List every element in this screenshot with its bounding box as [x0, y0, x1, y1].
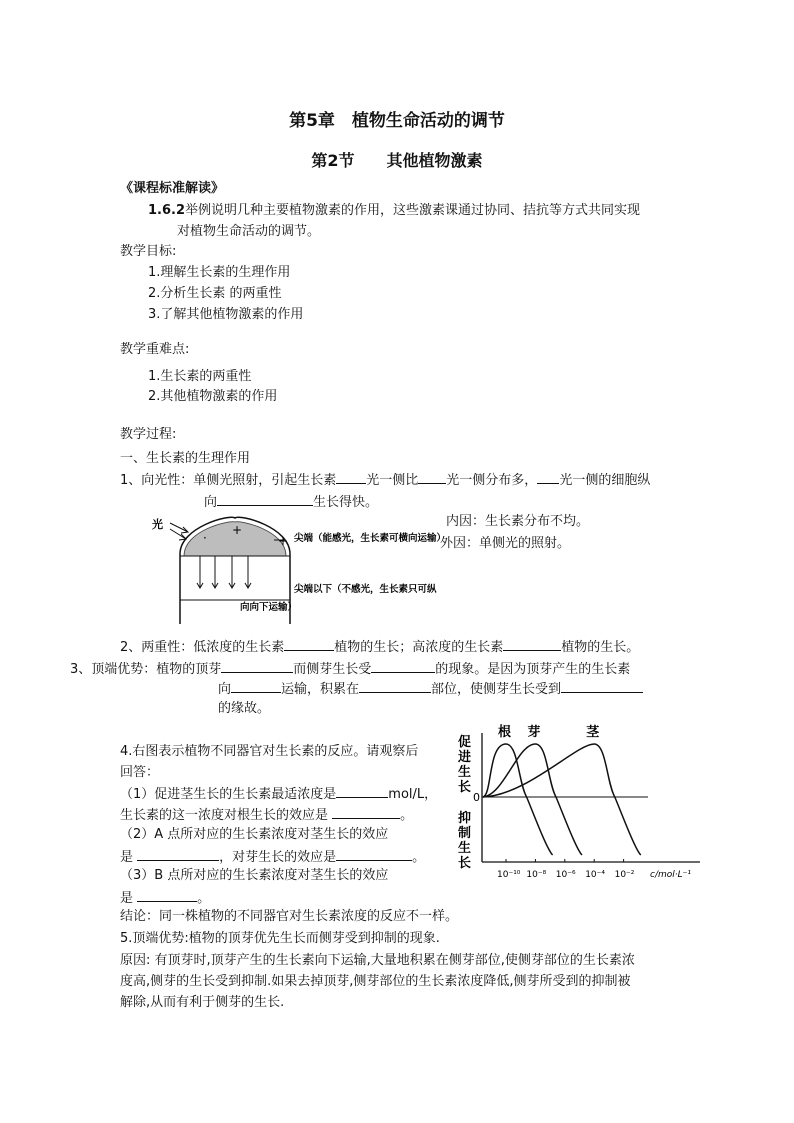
text: 1、向光性：单侧光照射，引起生长素 — [120, 473, 337, 488]
standard-line-2: 对植物生命活动的调节。 — [177, 224, 321, 239]
y-label-promote: 促 — [458, 735, 472, 750]
q4-3: （3）B 点所对应的生长素浓度对茎生长的效应 — [120, 868, 389, 883]
fill-blank[interactable] — [284, 637, 334, 651]
fill-blank[interactable] — [336, 847, 412, 861]
keypoint-item: 1.生长素的两重性 — [148, 369, 252, 384]
series-line-1 — [483, 744, 553, 855]
x-axis-label: c/mol·L⁻¹ — [650, 870, 691, 880]
goal-item: 2.分析生长素 的两重性 — [148, 286, 282, 301]
apical-line-1 — [70, 659, 630, 679]
process-heading: 教学过程: — [120, 427, 177, 442]
text: 3、顶端优势：植物的顶芽 — [70, 662, 222, 677]
section1-heading: 一、生长素的生理作用 — [120, 451, 251, 466]
text: 光一侧的细胞纵 — [559, 473, 651, 488]
fill-blank[interactable] — [561, 679, 643, 693]
y-label-promote: 长 — [458, 780, 472, 795]
fill-blank[interactable] — [418, 470, 446, 484]
text: 。 — [197, 891, 211, 906]
standard-text-1: 举例说明几种主要植物激素的作用，这些激素课通过协同、拮抗等方式共同实现 — [185, 203, 641, 218]
zero-label: 0 — [473, 791, 480, 804]
text: 。 — [412, 850, 426, 865]
phototropism-line-1 — [120, 470, 650, 490]
q4-1 — [120, 784, 437, 804]
series-label-3: 茎 — [586, 725, 600, 740]
auxin-response-chart — [452, 725, 704, 890]
q4-intro-2: 回答： — [120, 765, 160, 780]
x-tick-label: 10⁻² — [614, 870, 635, 880]
item5-line-2: 原因: 有顶芽时,顶芽产生的生长素向下运输,大量地积累在侧芽部位,使侧芽部位的生长素浓 — [120, 953, 635, 968]
phototropism-line-2 — [204, 492, 378, 512]
q4-intro-1: 4.右图表示植物不同器官对生长素的反应。请观察后 — [120, 744, 419, 759]
fill-blank[interactable] — [137, 888, 197, 902]
text: 。 — [400, 808, 414, 823]
text: 光一侧比 — [366, 473, 419, 488]
standard-code: 1.6.2 — [148, 203, 186, 218]
y-label-inhibit: 制 — [458, 826, 472, 841]
item5-line-3: 度高,侧芽的生长受到抑制.如果去掉顶芽,侧芽部位的生长素浓度降低,侧芽所受到的抑制被 — [120, 974, 631, 989]
series-label-1: 根 — [498, 725, 512, 740]
y-label-inhibit: 生 — [458, 841, 472, 856]
fill-blank[interactable] — [231, 679, 281, 693]
below-label-1: 尖端以下（不感光，生长素只可纵 — [294, 584, 437, 595]
text: 向 — [218, 682, 232, 697]
apical-line-3: 的缘故。 — [218, 701, 271, 716]
coleoptile-diagram — [150, 512, 447, 624]
goal-item: 1.理解生长素的生理作用 — [148, 265, 291, 280]
section-title: 第2节 其他植物激素 — [311, 151, 483, 170]
duality-line — [120, 637, 639, 657]
goals-heading: 教学目标: — [120, 244, 177, 259]
y-label-promote: 生 — [458, 765, 472, 780]
external-cause: 外因：单侧光的照射。 — [440, 536, 571, 551]
text: 的现象。是因为顶芽产生的生长素 — [435, 662, 631, 677]
fill-blank[interactable] — [217, 492, 313, 506]
fill-blank[interactable] — [371, 659, 435, 673]
y-label-promote: 进 — [458, 750, 472, 765]
light-label: 光 — [152, 518, 163, 531]
x-tick-label: 10⁻⁶ — [555, 870, 576, 880]
fill-blank[interactable] — [503, 637, 561, 651]
fill-blank[interactable] — [332, 805, 400, 819]
fill-blank[interactable] — [336, 784, 388, 798]
chapter-title: 第5章 植物生命活动的调节 — [289, 111, 505, 131]
text: mol/L， — [388, 787, 438, 802]
tip-label: 尖端（能感光，生长素可横向运输） — [294, 533, 447, 544]
text: 向 — [204, 495, 218, 510]
x-tick-label: 10⁻¹⁰ — [497, 870, 521, 880]
item5-line-4: 解除,从而有利于侧芽的生长. — [120, 995, 285, 1010]
svg-text:+: + — [278, 534, 289, 548]
text: 植物的生长。 — [561, 640, 640, 655]
keypoints-heading: 教学重难点: — [120, 342, 190, 357]
standard-heading: 《课程标准解读》 — [120, 181, 225, 196]
internal-cause: 内因：生长素分布不均。 — [446, 514, 590, 529]
text: 部位，使侧芽生长受到 — [431, 682, 562, 697]
q4-2: （2）A 点所对应的生长素浓度对茎生长的效应 — [120, 827, 389, 842]
text: 是 — [120, 850, 134, 865]
text: ，对芽生长的效应是 — [219, 850, 337, 865]
x-tick-label: 10⁻⁸ — [526, 870, 547, 880]
fill-blank[interactable] — [221, 659, 293, 673]
text: （1）促进茎生长的生长素最适浓度是 — [120, 787, 337, 802]
text: 2、两重性：低浓度的生长素 — [120, 640, 285, 655]
below-label-2: 向向下运输） — [240, 602, 298, 613]
svg-text:·: · — [203, 531, 207, 545]
standard-line-1 — [148, 202, 640, 220]
series-line-3 — [483, 744, 641, 855]
text: 运输，积累在 — [281, 682, 360, 697]
q4-1b — [120, 805, 413, 825]
text: 生长素的这一浓度对根生长的效应是 — [120, 808, 329, 823]
text: 植物的生长；高浓度的生长素 — [334, 640, 504, 655]
svg-text:+: + — [232, 523, 243, 537]
keypoint-item: 2.其他植物激素的作用 — [148, 389, 278, 404]
fill-blank[interactable] — [137, 847, 219, 861]
text: 生长得快。 — [313, 495, 379, 510]
conclusion: 结论：同一株植物的不同器官对生长素浓度的反应不一样。 — [120, 909, 459, 924]
fill-blank[interactable] — [359, 679, 431, 693]
fill-blank[interactable] — [336, 470, 366, 484]
series-label-2: 芽 — [527, 725, 541, 740]
text: 是 — [120, 891, 134, 906]
q4-3b — [120, 888, 210, 908]
text: 光一侧分布多， — [446, 473, 538, 488]
y-label-inhibit: 长 — [458, 856, 472, 871]
goal-item: 3.了解其他植物激素的作用 — [148, 307, 304, 322]
x-tick-label: 10⁻⁴ — [585, 870, 606, 880]
q4-2b — [120, 847, 425, 867]
text: 而侧芽生长受 — [293, 662, 372, 677]
y-label-inhibit: 抑 — [458, 811, 472, 826]
apical-line-2 — [218, 679, 643, 699]
fill-blank[interactable] — [537, 470, 559, 484]
item5-line-1: 5.顶端优势:植物的顶芽优先生长而侧芽受到抑制的现象. — [120, 931, 440, 946]
series-line-2 — [483, 744, 582, 855]
